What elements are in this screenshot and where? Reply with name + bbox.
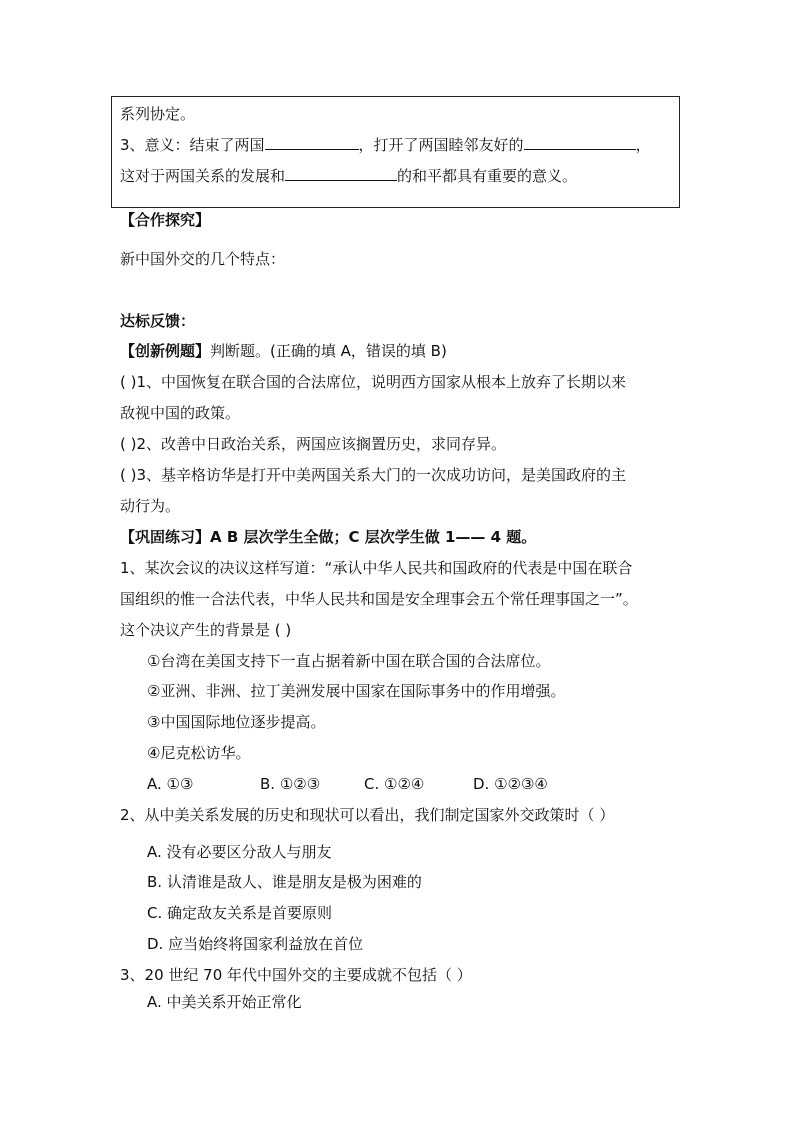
practice-q1-option-a[interactable]: A. ①③ (147, 775, 194, 793)
practice-q1-option-c[interactable]: C. ①②④ (364, 775, 425, 793)
fill-blank-1[interactable] (265, 134, 359, 150)
box-line-2-part-b: ，打开了两国睦邻友好的 (358, 136, 524, 154)
practice-q2: 2、从中美关系发展的历史和现状可以看出，我们制定国家外交政策时（ ） (120, 806, 615, 824)
practice-q1-line-1: 1、某次会议的决议这样写道：“承认中华人民共和国政府的代表是中国在联合 (120, 559, 633, 577)
box-line-3-part-b: 的和平都具有重要的意义。 (397, 167, 578, 185)
cooperate-heading: 【合作探究】 (120, 211, 211, 229)
feedback-heading: 达标反馈： (120, 312, 196, 330)
practice-q2-option-c[interactable]: C. 确定敌友关系是首要原则 (147, 904, 333, 922)
practice-q1-option-b[interactable]: B. ①②③ (260, 775, 321, 793)
practice-q1-option-d[interactable]: D. ①②③④ (473, 775, 548, 793)
practice-q1-statement-4: ④尼克松访华。 (147, 744, 251, 762)
practice-q2-option-b[interactable]: B. 认清谁是敌人、谁是朋友是极为困难的 (147, 873, 422, 891)
practice-q1-line-3: 这个决议产生的背景是 ( ) (120, 621, 292, 639)
cooperate-text: 新中国外交的几个特点： (120, 250, 286, 268)
practice-q3-option-a[interactable]: A. 中美关系开始正常化 (147, 993, 302, 1011)
example-heading: 【创新例题】 (120, 342, 211, 360)
practice-q1-options (147, 774, 548, 794)
practice-q2-option-d[interactable]: D. 应当始终将国家利益放在首位 (147, 935, 364, 953)
box-line-3 (120, 165, 577, 186)
practice-q1-line-2: 国组织的惟一合法代表，中华人民共和国是安全理事会五个常任理事国之一”。 (120, 590, 638, 608)
box-line-2-part-c: ， (635, 136, 651, 154)
practice-q1-statement-1: ①台湾在美国支持下一直占据着新中国在联合国的合法席位。 (147, 652, 551, 670)
practice-q1-statement-3: ③中国国际地位逐步提高。 (147, 713, 326, 731)
practice-q3: 3、20 世纪 70 年代中国外交的主要成就不包括（ ） (120, 966, 472, 984)
example-q2: ( )2、改善中日政治关系，两国应该搁置历史，求同存异。 (120, 435, 507, 453)
example-q3-line-2: 动行为。 (120, 497, 181, 515)
example-q3-line-1: ( )3、基辛格访华是打开中美两国关系大门的一次成功访问，是美国政府的主 (120, 466, 627, 484)
box-line-2-part-a: 3、意义：结束了两国 (120, 136, 265, 154)
box-line-3-part-a: 这对于两国关系的发展和 (120, 167, 286, 185)
practice-q1-statement-2: ②亚洲、非洲、拉丁美洲发展中国家在国际事务中的作用增强。 (147, 682, 566, 700)
box-line-1: 系列协定。 (120, 105, 196, 123)
example-q1-line-1: ( )1、中国恢复在联合国的合法席位，说明西方国家从根本上放弃了长期以来 (120, 373, 627, 391)
box-line-2 (120, 134, 651, 155)
example-heading-line (120, 341, 447, 361)
practice-q2-option-a[interactable]: A. 没有必要区分敌人与朋友 (147, 843, 332, 861)
fill-blank-2[interactable] (524, 134, 636, 150)
example-q1-line-2: 敌视中国的政策。 (120, 404, 241, 422)
fill-blank-3[interactable] (285, 165, 397, 181)
practice-heading: 【巩固练习】A B 层次学生全做；C 层次学生做 1—— 4 题。 (120, 528, 537, 546)
example-instruction: 判断题。(正确的填 A，错误的填 B) (210, 342, 447, 360)
